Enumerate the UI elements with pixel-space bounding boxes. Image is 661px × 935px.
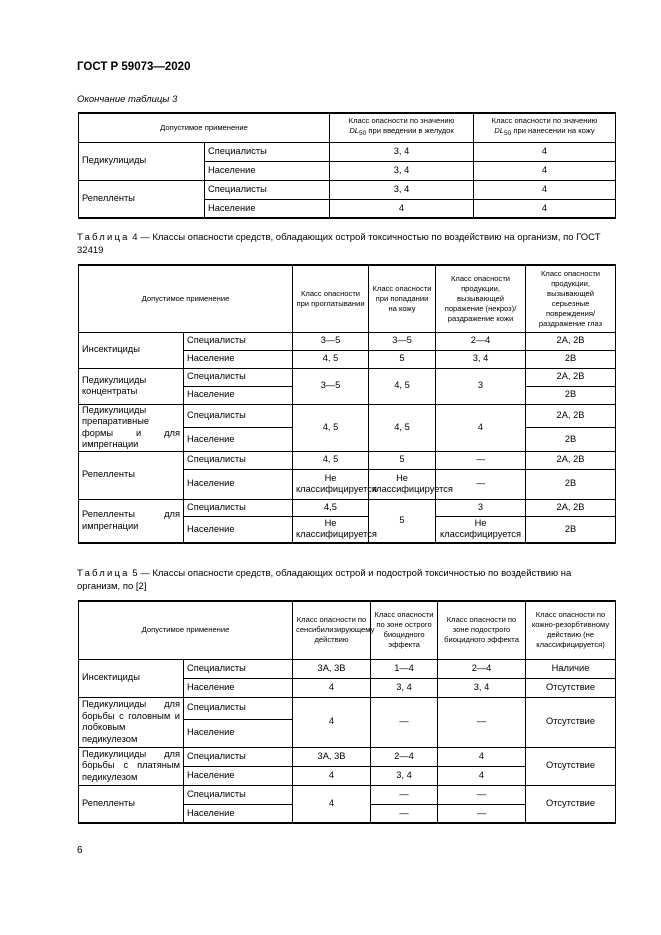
row-label: Специалисты	[184, 368, 293, 386]
cell-value: —	[436, 451, 526, 469]
col-header-eye-damage: Класс опасности продукции, вызывающей серьезные повреждения/ раздражение глаз	[526, 265, 616, 332]
row-group-label: Педикулициды концентраты	[79, 368, 184, 404]
cell-value: 3—5	[369, 332, 436, 350]
cell-value: 4	[293, 678, 371, 697]
col-header-dermal: Класс опасности по значению $DL_{50}$ при нанесении на кожу	[474, 113, 616, 142]
cell-value: 4	[474, 142, 616, 161]
cell-value: Не классифицируется	[293, 469, 369, 499]
cell-value: 2В	[526, 516, 616, 543]
row-group-label: Репелленты	[79, 180, 205, 218]
cell-value: 2А, 2В	[526, 499, 616, 516]
cell-value: —	[371, 697, 438, 747]
cell-value: 4	[293, 785, 371, 823]
cell-value: 2А, 2В	[526, 368, 616, 386]
row-label: Специалисты	[184, 785, 293, 804]
cell-value: 3	[436, 499, 526, 516]
row-label: Специалисты	[184, 499, 293, 516]
row-group-label: Репелленты	[79, 451, 184, 499]
cell-value: 4	[438, 747, 526, 766]
cell-value: 3—5	[293, 368, 369, 404]
row-label: Специалисты	[184, 697, 293, 719]
row-group-label: Инсектициды	[79, 332, 184, 368]
cell-value: —	[371, 785, 438, 804]
cell-value: 3, 4	[330, 180, 474, 199]
row-label: Население	[184, 516, 293, 543]
cell-value: 4, 5	[293, 350, 369, 368]
row-label: Население	[205, 199, 330, 218]
cell-value: 4	[436, 404, 526, 451]
cell-value: 2—4	[371, 747, 438, 766]
table-4	[78, 264, 616, 544]
row-group-label: Репелленты	[79, 785, 184, 823]
table-3	[78, 112, 616, 219]
col-header-oral: Класс опасности по значению $DL_{50}$ при введении в желудок	[330, 113, 474, 142]
cell-value: Отсутствие	[526, 785, 616, 823]
cell-value: 4	[330, 199, 474, 218]
col-header-use: Допустимое применение	[79, 265, 293, 332]
cell-value: 2—4	[438, 659, 526, 678]
cell-value: 2В	[526, 428, 616, 452]
col-header-subacute-zone: Класс опасности по зоне подострого биоцидного эффекта	[438, 601, 526, 659]
table-5-caption: Таблица 5 — Классы опасности средств, обладающих острой и подострой токсичностью по воздействию на организм, по [2]	[77, 568, 572, 592]
row-label: Специалисты	[184, 332, 293, 350]
cell-value: —	[438, 785, 526, 804]
cell-value: 4	[474, 180, 616, 199]
cell-value: 2В	[526, 469, 616, 499]
row-label: Специалисты	[184, 404, 293, 428]
row-label: Население	[184, 766, 293, 785]
cell-value: 5	[369, 451, 436, 469]
col-header-use: Допустимое применение	[79, 601, 293, 659]
cell-value: Отсутствие	[526, 697, 616, 747]
col-header-skin-resorptive: Класс опасности по кожно-резорбтивному действию (не классифицируется)	[526, 601, 616, 659]
cell-value: —	[438, 804, 526, 823]
cell-value: —	[438, 697, 526, 747]
row-label: Специалисты	[184, 659, 293, 678]
cell-value: 4, 5	[293, 404, 369, 451]
cell-value: 4	[438, 766, 526, 785]
cell-value: 4	[474, 161, 616, 180]
cell-value: 3—5	[293, 332, 369, 350]
cell-value: 3А, 3В	[293, 747, 371, 766]
row-group-label: Педикулициды	[79, 142, 205, 180]
row-label: Население	[184, 428, 293, 452]
cell-value: Не классифицируется	[369, 469, 436, 499]
row-label: Население	[184, 350, 293, 368]
row-label: Население	[184, 469, 293, 499]
row-label: Специалисты	[205, 180, 330, 199]
row-label: Население	[205, 161, 330, 180]
row-label: Специалисты	[184, 747, 293, 766]
cell-value: Отсутствие	[526, 678, 616, 697]
cell-value: 4	[293, 766, 371, 785]
col-header-acute-zone: Класс опасности по зоне острого биоцидного эффекта	[371, 601, 438, 659]
cell-value: 3, 4	[330, 161, 474, 180]
table-4-caption: Таблица 4 — Классы опасности средств, обладающих острой токсичностью по воздействию на организм, по ГОСТ 32419	[77, 232, 601, 256]
cell-value: 3, 4	[371, 678, 438, 697]
table-continuation-label: Окончание таблицы 3	[77, 94, 178, 105]
cell-value: 2А, 2В	[526, 451, 616, 469]
row-group-label: Педикулициды для борьбы с головным и лобковым педикулезом	[79, 697, 184, 747]
row-group-label: Педикулициды препаративные формы и для импрегнации	[79, 404, 184, 451]
cell-value: 3	[436, 368, 526, 404]
page-number: 6	[77, 845, 83, 856]
col-header-skin-irritation: Класс опасности продукции, вызывающей поражение (некроз)/ раздражение кожи	[436, 265, 526, 332]
cell-value: 2В	[526, 350, 616, 368]
cell-value: Наличие	[526, 659, 616, 678]
cell-value: 5	[369, 350, 436, 368]
row-label: Население	[184, 804, 293, 823]
row-group-label: Педикулициды для борьбы с платяным педикулезом	[79, 747, 184, 785]
row-label: Население	[184, 386, 293, 404]
col-header-use: Допустимое применение	[79, 113, 330, 142]
cell-value: 3А, 3В	[293, 659, 371, 678]
row-label: Население	[184, 678, 293, 697]
cell-value: 4,5	[293, 499, 369, 516]
cell-value: 2—4	[436, 332, 526, 350]
cell-value: 4, 5	[369, 368, 436, 404]
row-group-label: Репелленты для импрегнации	[79, 499, 184, 543]
cell-value: 3, 4	[371, 766, 438, 785]
cell-value: 4	[474, 199, 616, 218]
col-header-skin-contact: Класс опасности при попадании на кожу	[369, 265, 436, 332]
cell-value: Не классифицируется	[436, 516, 526, 543]
cell-value: Не классифицируется	[293, 516, 369, 543]
cell-value: —	[436, 469, 526, 499]
cell-value: 2А, 2В	[526, 404, 616, 428]
cell-value: —	[371, 804, 438, 823]
cell-value: 3, 4	[438, 678, 526, 697]
cell-value: 3, 4	[436, 350, 526, 368]
cell-value: 1—4	[371, 659, 438, 678]
cell-value: 4, 5	[369, 404, 436, 451]
document-header: ГОСТ Р 59073—2020	[77, 61, 191, 73]
col-header-ingestion: Класс опасности при проглатывании	[293, 265, 369, 332]
cell-value: 3, 4	[330, 142, 474, 161]
row-label: Специалисты	[184, 451, 293, 469]
cell-value: 5	[369, 499, 436, 543]
cell-value: 2В	[526, 386, 616, 404]
col-header-sensitization: Класс опасности по сенсибилизирующему действию	[293, 601, 371, 659]
cell-value: Отсутствие	[526, 747, 616, 785]
row-label: Специалисты	[205, 142, 330, 161]
cell-value: 4, 5	[293, 451, 369, 469]
row-group-label: Инсектициды	[79, 659, 184, 697]
cell-value: 2А, 2В	[526, 332, 616, 350]
row-label: Население	[184, 719, 293, 747]
cell-value: 4	[293, 697, 371, 747]
table-5	[78, 600, 616, 824]
